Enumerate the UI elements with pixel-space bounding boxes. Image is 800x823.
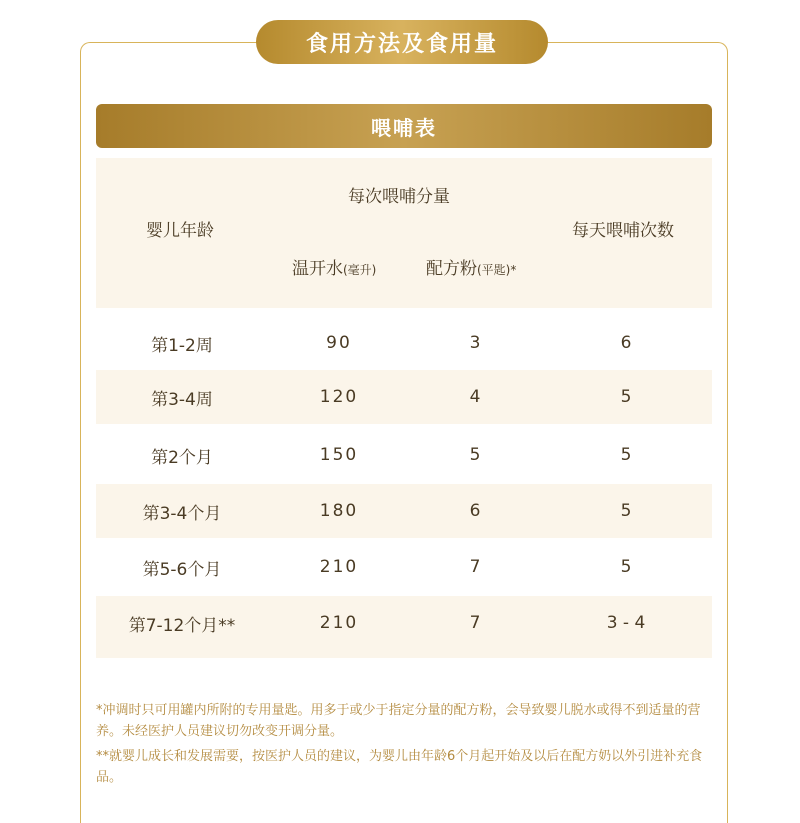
table-row	[96, 540, 712, 594]
cell-daily: 3 - 4	[606, 613, 646, 633]
footnotes	[96, 700, 726, 792]
table-row	[96, 596, 712, 650]
header-water	[292, 254, 376, 279]
cell-water: 180	[319, 501, 359, 521]
cell-powder: 7	[469, 557, 481, 577]
table-header	[96, 158, 712, 308]
header-age: 婴儿年龄	[146, 221, 214, 241]
cell-daily: 6	[620, 333, 632, 353]
cell-daily: 5	[620, 501, 632, 521]
cell-powder: 7	[469, 613, 481, 633]
header-daily: 每天喂哺次数	[572, 221, 674, 241]
header-powder-unit: (平匙)*	[477, 263, 517, 277]
table-row	[96, 370, 712, 424]
section-title: 食用方法及食用量	[256, 20, 548, 64]
cell-water: 210	[319, 557, 359, 577]
header-powder-label: 配方粉	[426, 259, 477, 279]
cell-water: 120	[319, 387, 359, 407]
footnote-1: *冲调时只可用罐内所附的专用量匙。用多于或少于指定分量的配方粉，会导致婴儿脱水或得不到适量的营养。未经医护人员建议切勿改变开调分量。	[96, 703, 701, 739]
cell-daily: 5	[620, 445, 632, 465]
table-bottom-strip	[96, 650, 712, 658]
cell-age: 第1-2周	[151, 335, 213, 356]
cell-powder: 6	[469, 501, 481, 521]
table-row	[96, 316, 712, 370]
header-per-feed: 每次喂哺分量	[348, 187, 450, 207]
header-powder	[426, 254, 516, 279]
cell-age: 第2个月	[151, 447, 213, 468]
cell-powder: 3	[469, 333, 481, 353]
table-title: 喂哺表	[96, 104, 712, 148]
header-water-unit: (毫升)	[343, 263, 377, 277]
cell-powder: 4	[469, 387, 481, 407]
cell-water: 90	[326, 333, 352, 353]
table-row	[96, 428, 712, 482]
footnote-2: **就婴儿成长和发展需要，按医护人员的建议，为婴儿由年龄6个月起开始及以后在配方奶以外引进补充食品。	[96, 749, 703, 785]
cell-powder: 5	[469, 445, 481, 465]
cell-age: 第5-6个月	[142, 559, 222, 580]
cell-daily: 5	[620, 387, 632, 407]
cell-water: 150	[319, 445, 359, 465]
cell-age: 第7-12个月**	[128, 615, 236, 636]
table-row	[96, 484, 712, 538]
header-water-label: 温开水	[292, 259, 343, 279]
cell-water: 210	[319, 613, 359, 633]
cell-age: 第3-4个月	[142, 503, 222, 524]
cell-age: 第3-4周	[151, 389, 213, 410]
cell-daily: 5	[620, 557, 632, 577]
